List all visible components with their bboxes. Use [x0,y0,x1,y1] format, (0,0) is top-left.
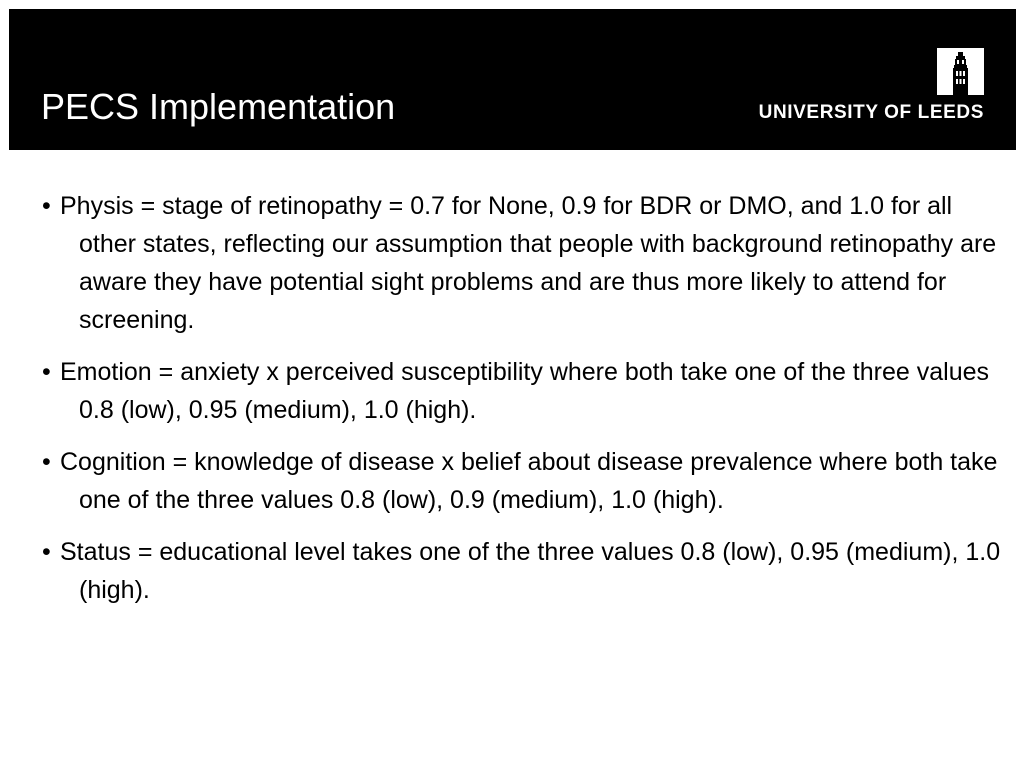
bullet-icon: • [42,358,51,386]
bullet-text: Cognition = knowledge of disease x belief about disease prevalence where both take one of the three values 0.8 (low), 0.9 (medium), 1.0 (high). [60,448,998,514]
bullet-physis [42,187,1002,339]
header-bar [9,9,1016,150]
bullet-text: Emotion = anxiety x perceived susceptibility where both take one of the three values 0.8 (low), 0.95 (medium), 1.0 (high). [60,358,990,424]
bullet-cognition [42,443,1002,519]
bullet-icon: • [42,538,51,566]
leeds-tower-icon [937,48,984,95]
bullet-icon: • [42,448,51,476]
slide-title: PECS Implementation [41,86,396,127]
bullet-status [42,533,1002,609]
bullet-icon: • [42,192,51,220]
bullet-emotion [42,353,1002,429]
university-logo [724,48,984,128]
bullet-list [42,187,1002,609]
bullet-text: Physis = stage of retinopathy = 0.7 for None, 0.9 for BDR or DMO, and 1.0 for all other states, reflecting our assumption that people with background retinopathy are aware they have potential sight problems and are thus more likely to attend for screening. [60,192,997,334]
bullet-text: Status = educational level takes one of the three values 0.8 (low), 0.95 (medium), 1.0 (high). [60,538,1001,604]
university-name: UNIVERSITY OF LEEDS [758,102,984,123]
slide-content [42,187,1002,623]
